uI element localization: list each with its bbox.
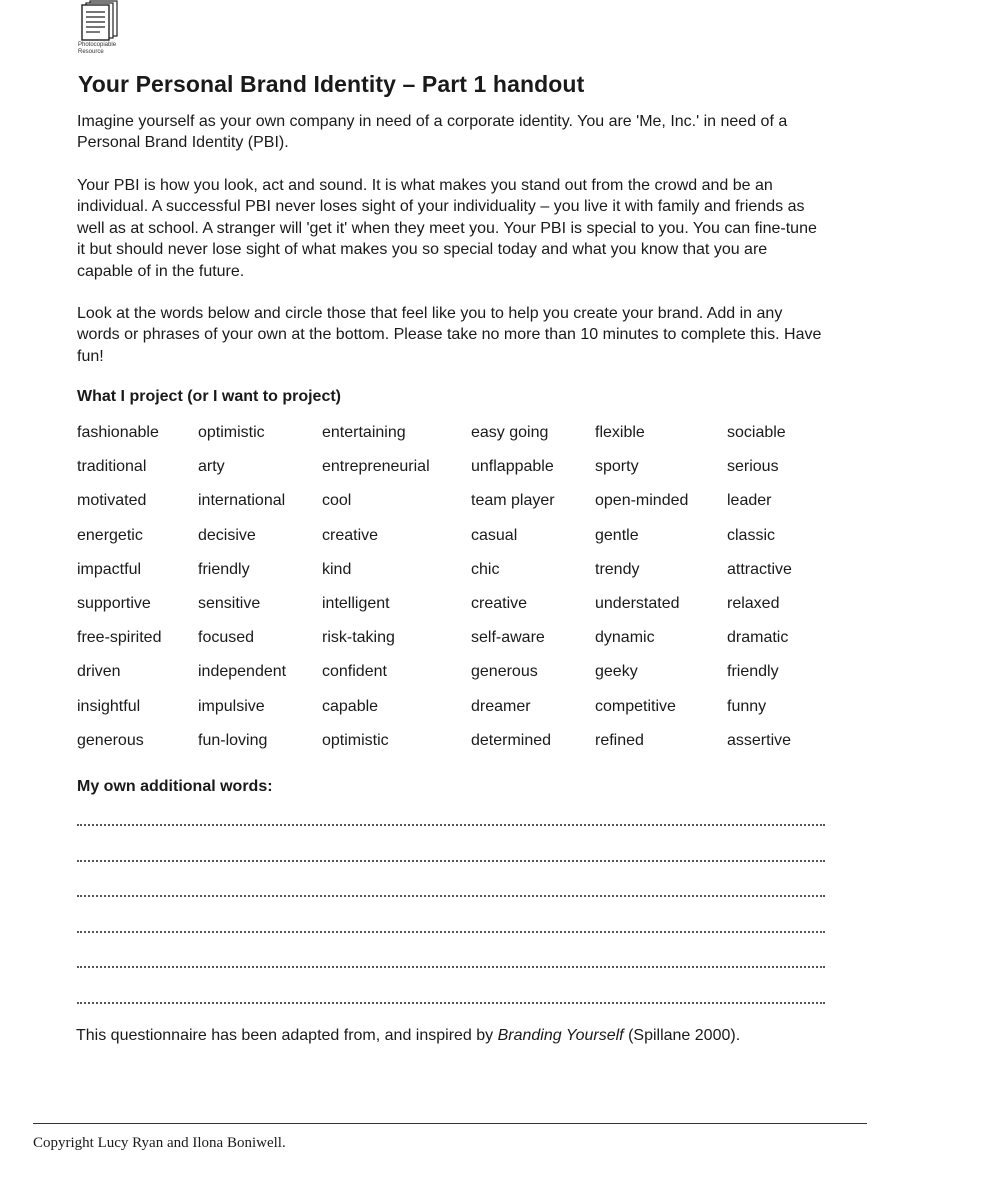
word-option[interactable]: energetic (77, 526, 143, 544)
word-option[interactable]: competitive (595, 697, 676, 715)
writing-line[interactable] (77, 860, 825, 862)
project-heading: What I project (or I want to project) (77, 388, 341, 405)
word-option[interactable]: impactful (77, 560, 142, 578)
word-option[interactable]: generous (471, 663, 538, 681)
word-option[interactable]: optimistic (198, 424, 265, 441)
word-option[interactable]: supportive (77, 594, 151, 612)
word-option[interactable]: independent (198, 663, 287, 681)
word-option[interactable]: focused (198, 629, 255, 647)
word-option[interactable]: classic (727, 526, 776, 544)
word-option[interactable]: entertaining (322, 424, 406, 441)
word-option[interactable]: confident (322, 663, 387, 681)
word-option[interactable]: team player (471, 492, 555, 510)
word-option[interactable]: risk-taking (322, 629, 395, 647)
word-option[interactable]: sporty (595, 458, 639, 476)
copyright-notice: Copyright Lucy Ryan and Ilona Boniwell. (33, 1135, 286, 1151)
word-option[interactable]: serious (727, 458, 779, 476)
word-option[interactable]: determined (471, 731, 552, 749)
own-words-heading: My own additional words: (77, 778, 273, 795)
credit-citation: (Spillane 2000). (623, 1027, 741, 1044)
word-grid (77, 423, 817, 765)
badge-caption-line2: Resource (78, 49, 104, 55)
credit-book-title: Branding Yourself (497, 1027, 624, 1044)
word-option[interactable]: capable (322, 697, 379, 715)
word-option[interactable]: generous (77, 731, 144, 749)
word-option[interactable]: gentle (595, 526, 639, 544)
word-option[interactable]: arty (198, 458, 225, 476)
footer-rule (33, 1123, 867, 1124)
word-option[interactable]: fashionable (77, 424, 159, 441)
word-option[interactable]: understated (595, 594, 680, 612)
instructions-paragraph: Look at the words below and circle those that feel like you to help you create your brand. Add in any words or phrases of your own at the bottom. Please take no more than 10 minutes to complete this. Have fun! (77, 305, 822, 365)
word-option[interactable]: free-spirited (77, 629, 162, 647)
word-option[interactable]: sensitive (198, 594, 261, 612)
word-option[interactable]: relaxed (727, 594, 780, 612)
word-option[interactable]: dramatic (727, 629, 789, 647)
word-option[interactable]: impulsive (198, 697, 265, 715)
word-option[interactable]: unflappable (471, 458, 554, 476)
word-option[interactable]: creative (471, 594, 528, 612)
writing-lines (77, 824, 825, 1037)
word-option[interactable]: leader (727, 492, 772, 510)
word-option[interactable]: refined (595, 731, 644, 749)
writing-line[interactable] (77, 966, 825, 968)
writing-line[interactable] (77, 824, 825, 826)
word-option[interactable]: decisive (198, 526, 256, 544)
word-option[interactable]: kind (322, 560, 352, 578)
word-option[interactable]: trendy (595, 560, 640, 578)
word-option[interactable]: traditional (77, 458, 147, 476)
photocopiable-badge (76, 0, 136, 62)
word-option[interactable]: entrepreneurial (322, 458, 430, 476)
word-option[interactable]: fun-loving (198, 731, 268, 749)
writing-line[interactable] (77, 895, 825, 897)
word-option[interactable]: cool (322, 492, 352, 510)
pbi-description-paragraph: Your PBI is how you look, act and sound. It is what makes you stand out from the crowd and be an individual. A successful PBI never loses sight of your individuality – you live it with family and friends as well as at school. A stranger will 'get it' when they meet you. Your PBI is special to you. You can fine-tune it but should never lose sight of what makes you so special today and what you know that you are capable of in the future. (77, 177, 817, 280)
word-option[interactable]: open-minded (595, 492, 689, 510)
photocopy-document-icon (78, 0, 122, 42)
word-option[interactable]: sociable (727, 424, 786, 441)
word-option[interactable]: casual (471, 526, 518, 544)
word-option[interactable]: creative (322, 526, 379, 544)
word-option[interactable]: funny (727, 697, 767, 715)
word-option[interactable]: friendly (727, 663, 779, 681)
badge-caption-line1: Photocopiable (78, 42, 117, 48)
word-option[interactable]: easy going (471, 424, 549, 441)
writing-line[interactable] (77, 1002, 825, 1004)
word-option[interactable]: motivated (77, 492, 147, 510)
source-credit (76, 1027, 740, 1045)
word-option[interactable]: driven (77, 663, 121, 681)
word-option[interactable]: insightful (77, 697, 141, 715)
word-option[interactable]: self-aware (471, 629, 545, 647)
word-option[interactable]: assertive (727, 731, 792, 749)
badge-caption (78, 42, 138, 56)
word-option[interactable]: flexible (595, 424, 645, 441)
word-option[interactable]: friendly (198, 560, 250, 578)
word-option[interactable]: dynamic (595, 629, 655, 647)
credit-text: This questionnaire has been adapted from, and inspired by (76, 1027, 498, 1044)
word-option[interactable]: chic (471, 560, 500, 578)
word-option[interactable]: attractive (727, 560, 792, 578)
word-option[interactable]: dreamer (471, 697, 531, 715)
page-title: Your Personal Brand Identity – Part 1 handout (78, 71, 585, 97)
intro-paragraph: Imagine yourself as your own company in need of a corporate identity. You are 'Me, Inc.' in need of a Personal Brand Identity (PBI). (77, 113, 788, 152)
word-option[interactable]: intelligent (322, 594, 390, 612)
writing-line[interactable] (77, 931, 825, 933)
word-option[interactable]: geeky (595, 663, 638, 681)
word-option[interactable]: international (198, 492, 286, 510)
word-option[interactable]: optimistic (322, 731, 389, 749)
